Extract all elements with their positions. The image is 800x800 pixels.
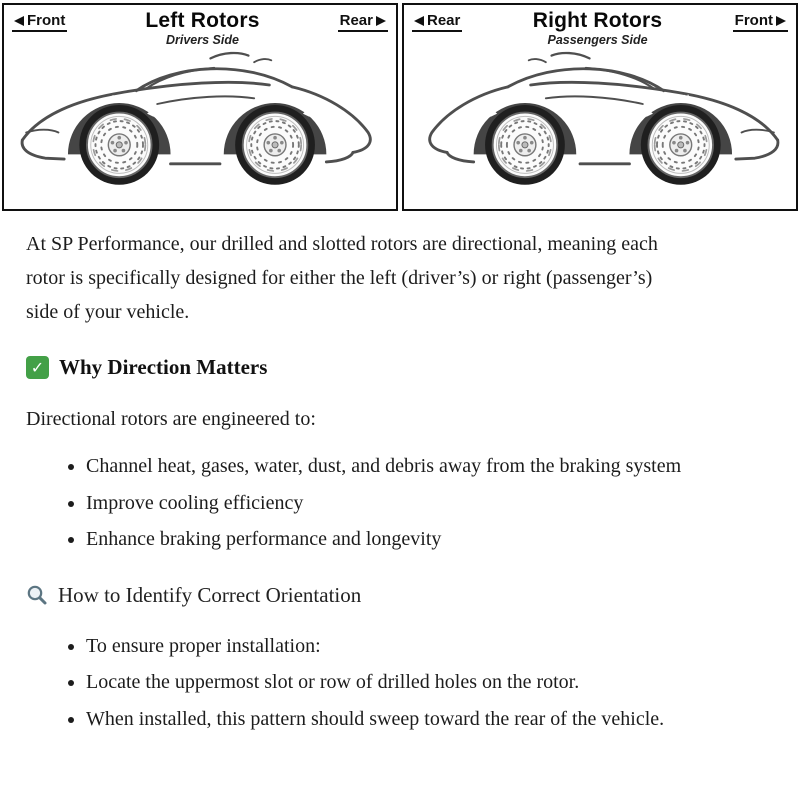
list-item: • When installed, this pattern should sweep toward the rear of the vehicle. bbox=[86, 703, 701, 737]
panel-subtitle: Drivers Side bbox=[165, 33, 239, 48]
list-item: • Improve cooling efficiency bbox=[86, 487, 701, 521]
article-body bbox=[0, 211, 800, 769]
direction-label-text: Rear bbox=[339, 12, 373, 29]
rotation-label: Rotation bbox=[252, 92, 298, 108]
intro-paragraph: At SP Performance, our drilled and slotted rotors are directional, meaning each rotor is specifically designed for either the left (driver’s) or right (passenger’s) side of your vehicle. bbox=[26, 233, 658, 323]
rear-direction-label bbox=[412, 12, 462, 32]
heading-text: Why Direction Matters bbox=[59, 355, 268, 379]
direction-label-text: Front bbox=[734, 12, 773, 29]
arrow-right-icon bbox=[376, 16, 386, 26]
list-item: • Enhance braking performance and longevity bbox=[86, 523, 701, 557]
rotation-label: Rotation bbox=[96, 92, 142, 108]
rotation-label: Rotation bbox=[658, 92, 704, 108]
heading-text: How to Identify Correct Orientation bbox=[58, 582, 362, 607]
list-item: • To ensure proper installation: bbox=[86, 630, 701, 664]
arrow-left-icon bbox=[414, 16, 424, 26]
direction-label-text: Rear bbox=[427, 12, 461, 29]
right-rotors-panel bbox=[402, 3, 798, 211]
right-car-illustration bbox=[404, 47, 796, 199]
orientation-heading bbox=[26, 583, 774, 608]
rear-direction-label bbox=[338, 12, 388, 32]
front-direction-label bbox=[733, 12, 788, 32]
left-panel-titles bbox=[145, 10, 259, 47]
magnifier-icon bbox=[26, 584, 48, 606]
section2-bullet-list bbox=[26, 630, 774, 737]
direction-label-text: Front bbox=[27, 12, 66, 29]
panel-subtitle: Passengers Side bbox=[547, 33, 648, 48]
right-panel-header bbox=[404, 5, 796, 47]
panel-title: Right Rotors bbox=[532, 9, 663, 32]
arrow-right-icon bbox=[776, 16, 786, 26]
section1-bullet-list bbox=[26, 450, 774, 557]
section1-lead: Directional rotors are engineered to: bbox=[26, 408, 316, 430]
left-car-illustration bbox=[4, 47, 396, 199]
rotation-label: Rotation bbox=[502, 92, 548, 108]
front-direction-label bbox=[12, 12, 67, 32]
rotor-direction-diagram bbox=[0, 0, 800, 211]
left-rotors-panel bbox=[2, 3, 398, 211]
list-item: • Locate the uppermost slot or row of drilled holes on the rotor. bbox=[86, 666, 701, 700]
check-icon: ✓ bbox=[26, 356, 49, 379]
list-item: • Channel heat, gases, water, dust, and debris away from the braking system bbox=[86, 450, 701, 484]
arrow-left-icon bbox=[14, 16, 24, 26]
why-direction-matters-heading bbox=[26, 355, 774, 380]
panel-title: Left Rotors bbox=[145, 9, 260, 32]
left-panel-header bbox=[4, 5, 396, 47]
right-panel-titles bbox=[533, 10, 663, 47]
